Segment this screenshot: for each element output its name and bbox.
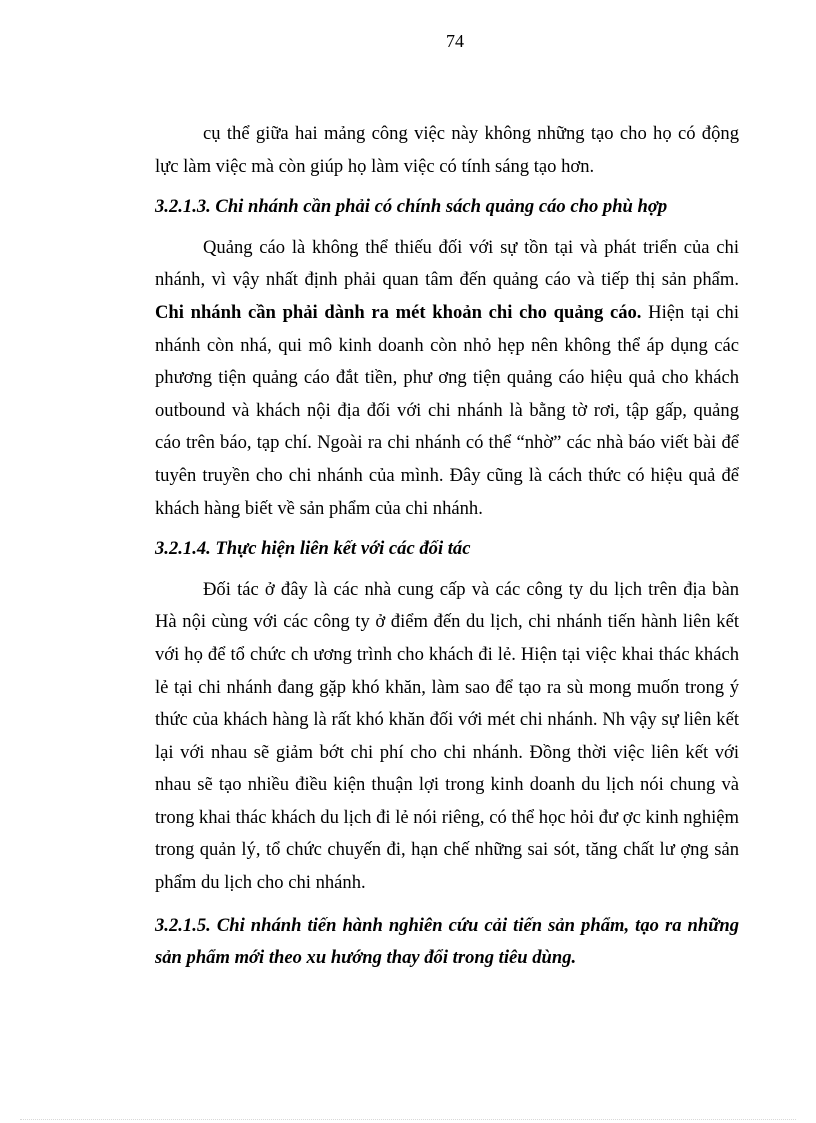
paragraph-advertising-text-b: Hiện tại chi nhánh còn nhá, qui mô kinh doanh còn nhỏ hẹp nên không thể áp dụng các phương tiện quảng cáo đắt tiền, phư ơng tiện quảng cáo hiệu quả cho khách outbound và khách nội địa đối với chi nhánh là bằng tờ rơi, tập gấp, quảng cáo trên báo, tạp chí. Ngoài ra chi nhánh có thể “nhờ” các nhà báo viết bài để tuyên truyền cho chi nhánh của mình. Đây cũng là cách thức có hiệu quả để khách hàng biết về sản phẩm của chi nhánh. bbox=[155, 301, 739, 519]
document-body bbox=[155, 118, 739, 975]
paragraph-advertising-bold-text: Chi nhánh cần phải dành ra mét khoản chi cho quảng cáo. bbox=[155, 301, 642, 323]
paragraph-advertising-text-a: Quảng cáo là không thể thiếu đối với sự tồn tại và phát triển của chi nhánh, vì vậy nhất định phải quan tâm đến quảng cáo và tiếp thị sản phẩm. bbox=[155, 236, 739, 291]
section-heading-3-2-1-5: 3.2.1.5. Chi nhánh tiến hành nghiên cứu cải tiến sản phẩm, tạo ra những sản phẩm mới theo xu hướng thay đổi trong tiêu dùng. bbox=[155, 914, 739, 969]
page-number: 74 bbox=[446, 31, 464, 51]
page-bottom-divider bbox=[20, 1119, 796, 1120]
paragraph-advertising bbox=[155, 232, 739, 525]
paragraph-intro: cụ thể giữa hai mảng công việc này không những tạo cho họ có động lực làm việc mà còn giúp họ làm việc có tính sáng tạo hơn. bbox=[155, 123, 739, 177]
section-heading-3-2-1-4: 3.2.1.4. Thực hiện liên kết với các đối tác bbox=[155, 538, 471, 560]
section-heading-3-2-1-3: 3.2.1.3. Chi nhánh cần phải có chính sách quảng cáo cho phù hợp bbox=[155, 196, 668, 218]
paragraph-partners: Đối tác ở đây là các nhà cung cấp và các công ty du lịch trên địa bàn Hà nội cùng với các công ty ở điểm đến du lịch, chi nhánh tiến hành liên kết với họ để tổ chức ch ương trình cho khách đi lẻ. Hiện tại việc khai thác khách lẻ tại chi nhánh đang gặp khó khăn, làm sao để tạo ra sù mong muốn trong ý thức của khách hàng là rất khó khăn đối với mét chi nhánh. Nh vậy sự liên kết lại với nhau sẽ giảm bớt chi phí cho chi nhánh. Đồng thời việc liên kết với nhau sẽ tạo nhiều điều kiện thuận lợi trong kinh doanh du lịch nói chung và trong khai thác khách du lịch đi lẻ nói riêng, có thể học hỏi đư ợc kinh nghiệm trong quản lý, tổ chức chuyến đi, hạn chế những sai sót, tăng chất lư ợng sản phẩm du lịch cho chi nhánh. bbox=[155, 578, 739, 894]
